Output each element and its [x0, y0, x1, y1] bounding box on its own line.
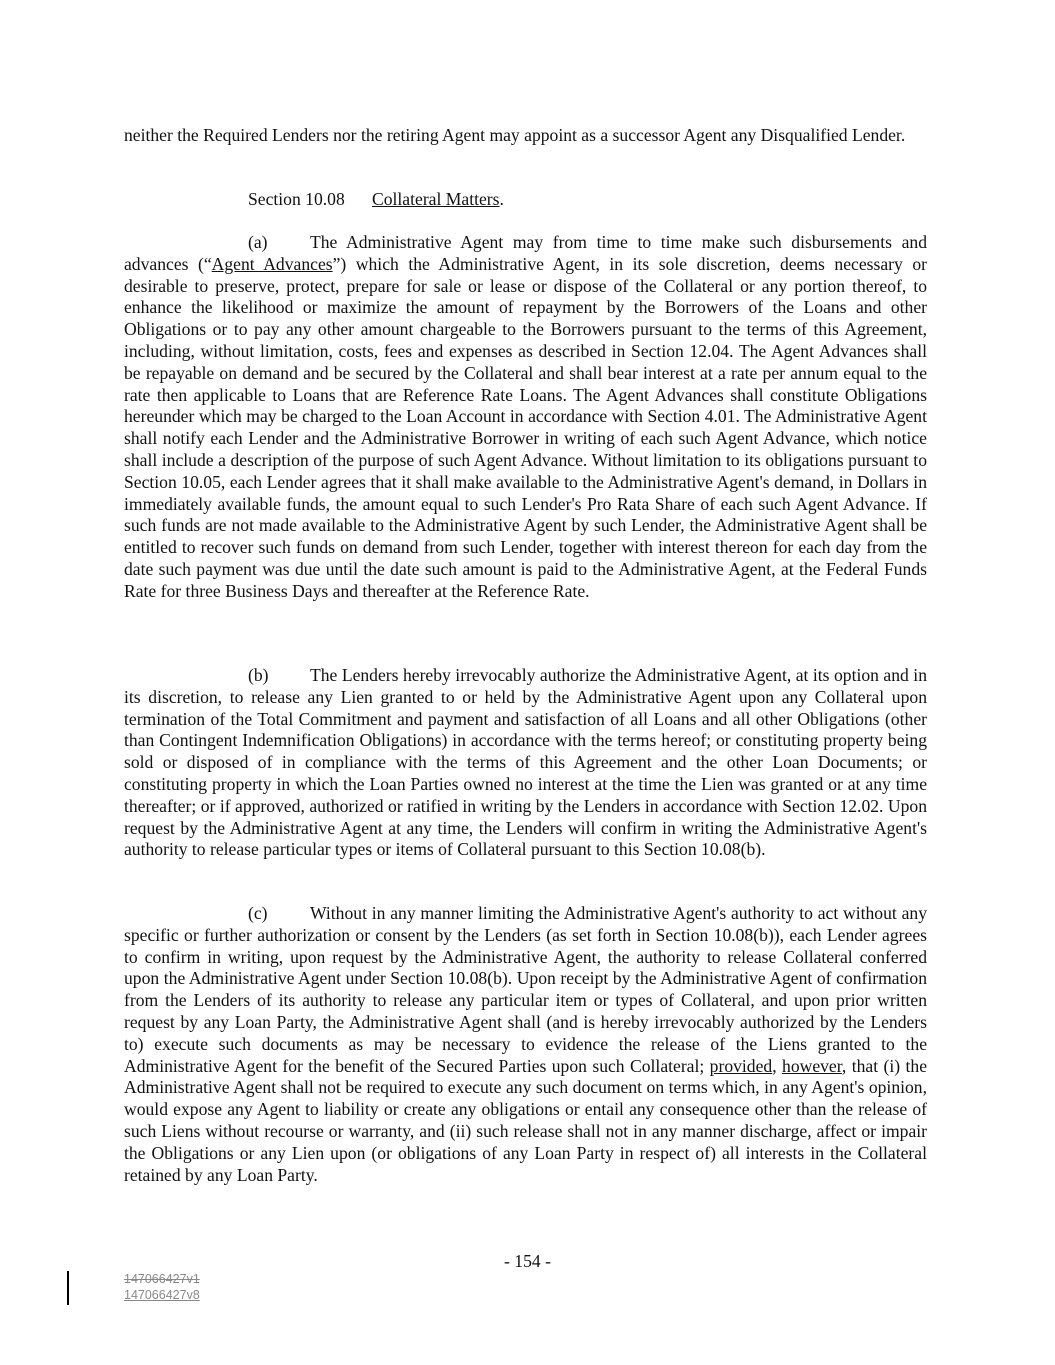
- paragraph-a: [124, 232, 927, 603]
- defined-term-agent-advances: Agent Advances: [211, 253, 333, 274]
- paragraph-c-text-before: Without in any manner limiting the Administrative Agent's authority to act without any specific or further authorization or consent by the Lenders (as set forth in Section 10.08(b)), each Lender agrees to confirm in writing, upon request by the Administrative Agent, the authority to release Collateral conferred upon the Administrative Agent under Section 10.08(b). Upon receipt by the Administrative Agent of confirmation from the Lenders of its authority to release any particular item or types of Collateral, and upon prior written request by any Loan Party, the Administrative Agent shall (and is hereby irrevocably authorized by the Lenders to) execute such documents as may be necessary to evidence the release of the Liens granted to the Administrative Agent for the benefit of the Secured Parties upon such Collateral;: [124, 903, 927, 1076]
- paragraph-c-comma: ,: [772, 1055, 783, 1076]
- paragraph-a-text-after: ”) which the Administrative Agent, in its sole discretion, deems necessary or desirable to preserve, protect, prepare for sale or lease or dispose of the Collateral or any portion thereof, to enhance the likelihood or maximize the amount of repayment by the Borrowers of the Loans and other Obligations or to pay any other amount chargeable to the Borrowers pursuant to the terms of this Agreement, including, without limitation, costs, fees and expenses as described in Section 12.04. The Agent Advances shall be repayable on demand and be secured by the Collateral and shall bear interest at a rate per annum equal to the rate then applicable to Loans that are Reference Rate Loans. The Agent Advances shall constitute Obligations hereunder which may be charged to the Loan Account in accordance with Section 4.01. The Administrative Agent shall notify each Lender and the Administrative Borrower in writing of each such Agent Advance, which notice shall include a description of the purpose of such Agent Advance. Without limitation to its obligations pursuant to Section 10.05, each Lender agrees that it shall make available to the Administrative Agent's demand, in Dollars in immediately available funds, the amount equal to such Lender's Pro Rata Share of each such Agent Advance. If such funds are not made available to the Administrative Agent by such Lender, the Administrative Agent shall be entitled to recover such funds on demand from such Lender, together with interest thereon for each day from the date such payment was due until the date such amount is paid to the Administrative Agent, at the Federal Funds Rate for three Business Days and thereafter at the Reference Rate.: [124, 253, 927, 601]
- document-id-old: 147066427v1: [124, 1272, 200, 1286]
- paragraph-a-label: (a): [248, 232, 268, 252]
- document-id-new: 147066427v8: [124, 1288, 200, 1302]
- paragraph-c: [124, 903, 927, 1186]
- paragraph-b-label: (b): [248, 665, 269, 685]
- section-heading: [248, 189, 927, 211]
- paragraph-c-text-after: , that (i) the Administrative Agent shall not be required to execute any such document on terms which, in any Agent's opinion, would expose any Agent to liability or create any obligations or entail any consequence other than the release of such Liens without recourse or warranty, and (ii) such release shall not in any manner discharge, affect or impair the Obligations or any Lien upon (or obligations of any Loan Party in respect of) all interests in the Collateral retained by any Loan Party.: [124, 1055, 927, 1185]
- term-however: however: [782, 1055, 842, 1076]
- continuation-paragraph: neither the Required Lenders nor the retiring Agent may appoint as a successor Agent any Disqualified Lender.: [124, 125, 906, 145]
- page-number: - 154 -: [504, 1251, 551, 1271]
- section-title: Collateral Matters: [372, 189, 500, 209]
- revision-change-bar: [67, 1271, 69, 1305]
- section-title-period: .: [499, 189, 504, 209]
- paragraph-b: [124, 665, 927, 861]
- paragraph-a-text-before: The Administrative Agent may from time to time make such disbursements and advances (“: [124, 232, 927, 274]
- paragraph-c-label: (c): [248, 903, 268, 923]
- paragraph-b-text: The Lenders hereby irrevocably authorize the Administrative Agent, at its option and in its discretion, to release any Lien granted to or held by the Administrative Agent upon any Collateral upon termination of the Total Commitment and payment and satisfaction of all Loans and all other Obligations (other than Contingent Indemnification Obligations) in accordance with the terms hereof; or constituting property being sold or disposed of in compliance with the terms of this Agreement and the other Loan Documents; or constituting property in which the Loan Parties owned no interest at the time the Lien was granted or at any time thereafter; or if approved, authorized or ratified in writing by the Lenders in accordance with Section 12.02. Upon request by the Administrative Agent at any time, the Lenders will confirm in writing the Administrative Agent's authority to release particular types or items of Collateral pursuant to this Section 10.08(b).: [124, 665, 927, 860]
- section-number: Section 10.08: [248, 189, 345, 209]
- document-id-block: [124, 1271, 200, 1303]
- term-provided: provided: [709, 1055, 773, 1076]
